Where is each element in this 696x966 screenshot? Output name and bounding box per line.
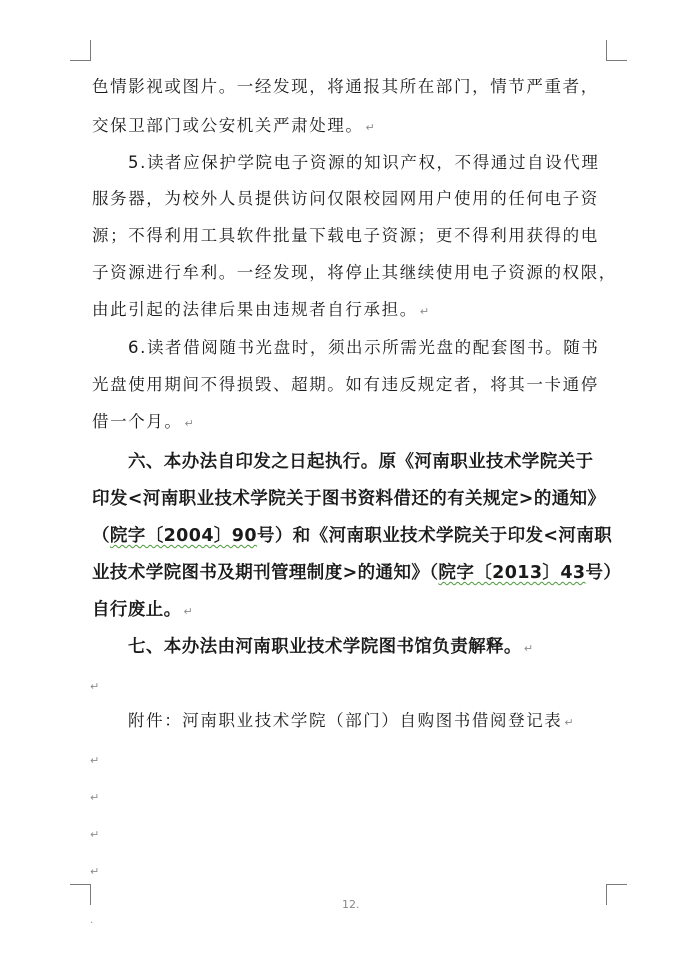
doc-reference-2004: 院字〔2004〕90 [109,526,257,546]
article-6-line-2: 印发<河南职业技术学院关于图书资料借还的有关规定>的通知》 [92,489,606,509]
body-line-4: 服务器，为校外人员提供访问仅限校园网用户使用的任何电子资 [92,189,599,208]
doc-reference-2013: 院字〔2013〕43 [438,563,586,583]
body-line-5: 源；不得利用工具软件批量下载电子资源；更不得利用获得的电 [92,226,599,245]
page-number: 12. [342,898,360,911]
body-line-10: 借一个月。 ↵ [92,412,194,431]
crop-mark-bottom-right [606,884,627,905]
article-6-line-4: 业技术学院图书及期刊管理制度>的通知》（院字〔2013〕43号） [92,563,622,583]
attachment-line: 附件：河南职业技术学院（部门）自购图书借阅登记表 ↵ [128,711,574,730]
crop-mark-bottom-left [70,884,91,905]
empty-paragraph-mark: ↵ [90,680,100,693]
crop-mark-top-left [70,40,91,61]
body-line-6: 子资源进行牟利。一经发现，将停止其继续使用电子资源的权限， [92,263,617,282]
empty-paragraph-mark: ↵ [90,791,100,804]
article-6-line-5: 自行废止。 ↵ [92,600,193,620]
empty-paragraph-mark: ↵ [90,865,100,878]
article-6-line-3: （院字〔2004〕90号）和《河南职业技术学院关于印发<河南职 [92,526,613,546]
empty-paragraph-mark: ↵ [90,828,100,841]
footer-paragraph-mark: . [90,915,94,926]
body-line-7: 由此引起的法律后果由违规者自行承担。 ↵ [92,300,430,319]
article-6-line-1: 六、本办法自印发之日起执行。原《河南职业技术学院关于 [128,452,594,472]
article-7: 七、本办法由河南职业技术学院图书馆负责解释。 ↵ [128,637,534,657]
empty-paragraph-mark: ↵ [90,754,100,767]
body-line-3: 5.读者应保护学院电子资源的知识产权，不得通过自设代理 [128,153,600,172]
crop-mark-top-right [606,40,627,61]
body-line-1: 色情影视或图片。一经发现，将通报其所在部门，情节严重者， [92,77,599,96]
body-line-8: 6.读者借阅随书光盘时，须出示所需光盘的配套图书。随书 [128,338,600,357]
body-line-2: 交保卫部门或公安机关严肃处理。 ↵ [92,116,375,135]
body-line-9: 光盘使用期间不得损毁、超期。如有违反规定者，将其一卡通停 [92,375,599,394]
